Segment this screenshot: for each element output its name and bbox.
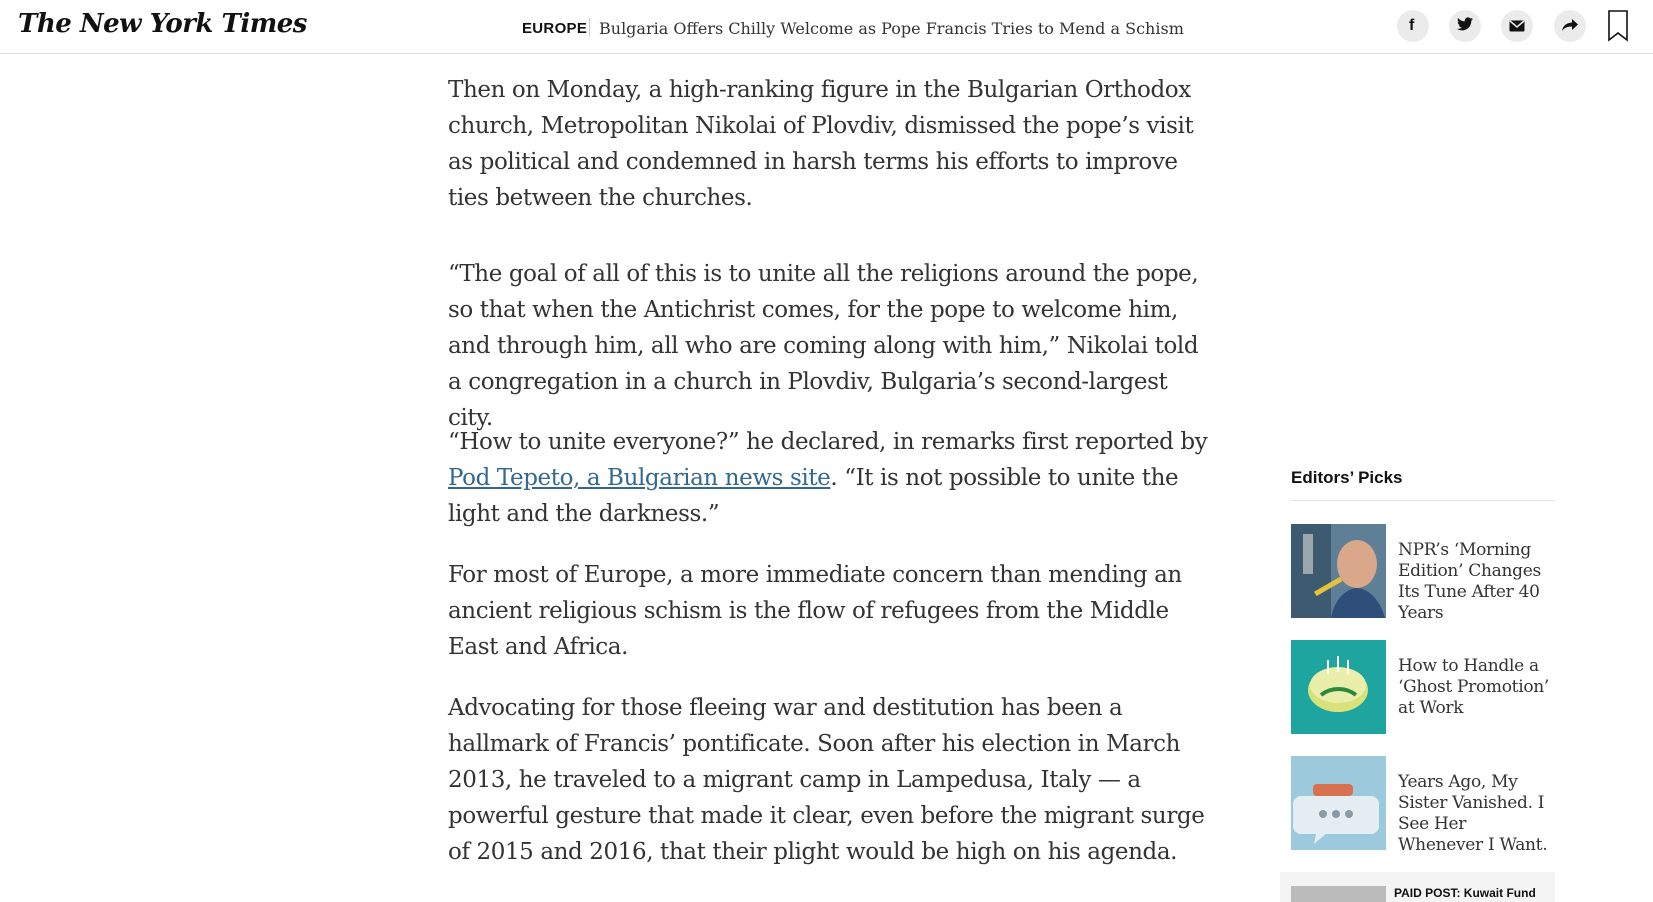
facebook-button[interactable] (1397, 10, 1429, 42)
twitter-button[interactable] (1449, 10, 1481, 42)
facebook-icon (1406, 16, 1420, 36)
pick-item[interactable] (1291, 756, 1555, 855)
pick-image-npr[interactable] (1291, 524, 1386, 618)
pick-item[interactable] (1291, 524, 1555, 623)
top-bar (0, 0, 1653, 54)
pick-title-npr[interactable]: NPR’s ‘Morning Edition’ Changes Its Tune After 40 Years (1398, 540, 1541, 623)
share-arrow-icon (1561, 17, 1579, 36)
pick-title-sister-vanished[interactable]: Years Ago, My Sister Vanished. I See Her Whenever I Want. (1398, 772, 1548, 855)
paragraph-3 (448, 424, 1208, 532)
svg-text:f: f (1409, 17, 1415, 32)
paragraph-5: Advocating for those fleeing war and destitution has been a hallmark of Francis’ pontificate. Soon after his election in March 2013, he traveled to a migrant camp in Lampedusa, Italy — a powerful gesture that made it clear, even before the migrant surge of 2015 and 2016, that their plight would be high on his agenda. (448, 695, 1205, 865)
bookmark-icon (1607, 27, 1629, 46)
paragraph-2: “The goal of all of this is to unite all the religions around the pope, so that when the Antichrist comes, for the pope to welcome him, and through him, all who are coming along with him,” Nikolai told a congregation in a church in Plovdiv, Bulgaria’s second-largest city. (448, 261, 1199, 431)
divider (589, 18, 590, 36)
twitter-icon (1456, 16, 1474, 36)
nyt-logo[interactable]: The New York Times (18, 9, 307, 39)
share-button[interactable] (1554, 10, 1586, 42)
paragraph-3-text-b: . “It is not possible to unite the light and the darkness.” (448, 465, 1179, 527)
paragraph-4: For most of Europe, a more immediate concern than mending an ancient religious schism is the flow of refugees from the Middle East and Africa. (448, 562, 1182, 660)
paragraph-1: Then on Monday, a high-ranking figure in the Bulgarian Orthodox church, Metropolitan Nikolai of Plovdiv, dismissed the pope’s visit as political and condemned in harsh terms his efforts to improve ties between the churches. (448, 77, 1194, 211)
email-button[interactable] (1501, 10, 1533, 42)
pick-image-sister-vanished[interactable] (1291, 756, 1386, 850)
section-label[interactable]: EUROPE (522, 20, 588, 37)
paragraph-3-text-a: “How to unite everyone?” he declared, in remarks first reported by (448, 429, 1208, 455)
pod-tepeto-link[interactable]: Pod Tepeto, a Bulgarian news site (448, 465, 831, 491)
pick-image-ghost-promotion[interactable] (1291, 640, 1386, 734)
paid-post[interactable] (1280, 872, 1555, 902)
paid-post-label[interactable]: PAID POST: Kuwait Fund (1394, 886, 1536, 900)
pick-item[interactable] (1291, 640, 1555, 734)
pick-title-ghost-promotion[interactable]: How to Handle a ‘Ghost Promotion’ at Work (1398, 656, 1550, 718)
paid-post-image[interactable] (1291, 886, 1386, 902)
editors-picks (1291, 468, 1555, 855)
editors-picks-title: Editors’ Picks (1291, 468, 1555, 501)
article-headline: Bulgaria Offers Chilly Welcome as Pope Francis Tries to Mend a Schism (599, 19, 1184, 38)
bookmark-button[interactable] (1607, 10, 1629, 46)
email-icon (1509, 17, 1525, 36)
